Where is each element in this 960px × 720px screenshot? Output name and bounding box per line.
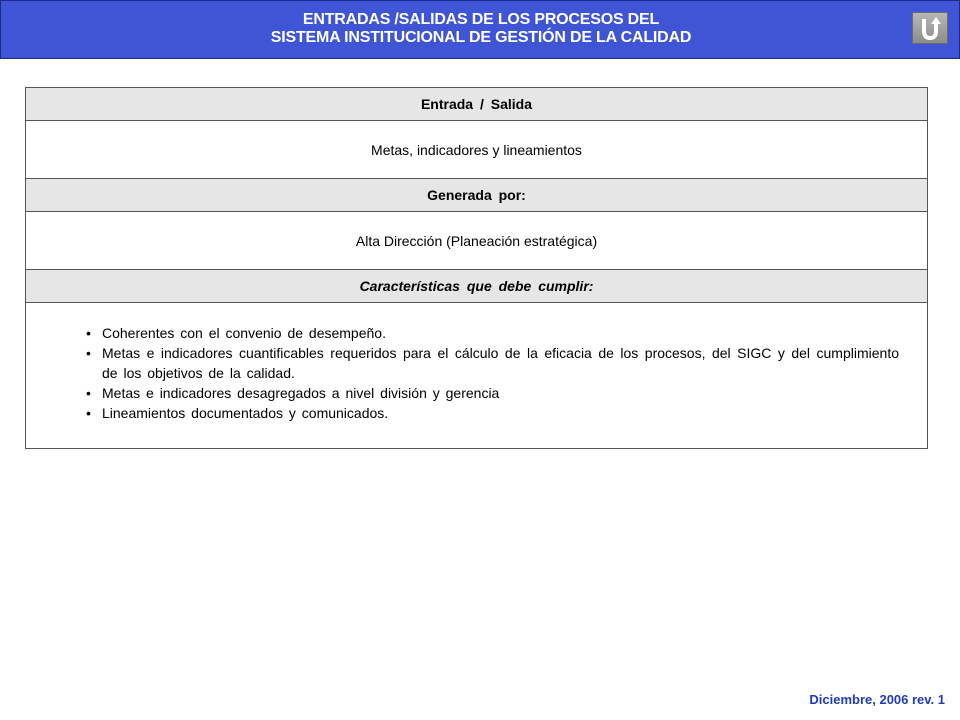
back-button[interactable] (912, 12, 948, 44)
table-header-caracteristicas: Características que debe cumplir: (26, 270, 927, 303)
process-table (25, 87, 928, 449)
characteristics-list (86, 323, 899, 423)
list-item: • Metas e indicadores desagregados a nivel división y gerencia (86, 383, 899, 403)
list-item: • Coherentes con el convenio de desempeño. (86, 323, 899, 343)
table-header-entrada-salida: Entrada / Salida (26, 88, 927, 121)
table-header-generada-por: Generada por: (26, 179, 927, 212)
list-item: • Lineamientos documentados y comunicados. (86, 403, 899, 423)
header-bar (0, 0, 960, 59)
table-cell-generada-por: Alta Dirección (Planeación estratégica) (26, 212, 927, 270)
table-cell-caracteristicas (26, 303, 927, 448)
page-title-line-2: SISTEMA INSTITUCIONAL DE GESTIÓN DE LA CALIDAD (270, 29, 692, 46)
page-title-line-1: ENTRADAS /SALIDAS DE LOS PROCESOS DEL (302, 11, 660, 28)
list-item: • Metas e indicadores cuantificables requeridos para el cálculo de la eficacia de los procesos, del SIGC y del cumplimiento de los objetivos de la calidad. (86, 343, 899, 383)
page-title (1, 11, 960, 47)
table-cell-entrada-salida: Metas, indicadores y lineamientos (26, 121, 927, 179)
footer-date: Diciembre, 2006 rev. 1 (809, 692, 945, 707)
u-turn-back-icon (913, 13, 947, 43)
